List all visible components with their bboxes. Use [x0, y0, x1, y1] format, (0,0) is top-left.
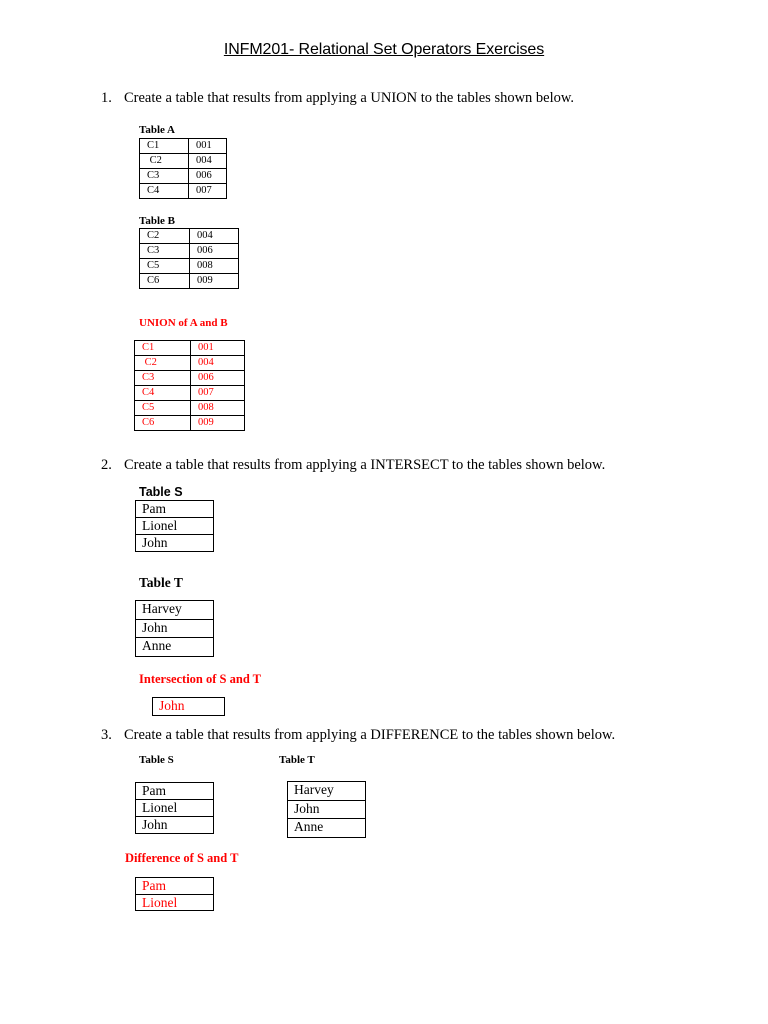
table-row [140, 184, 227, 199]
name-cell: Pam [136, 878, 214, 895]
table-row [288, 800, 366, 819]
table-a-label: Table A [139, 124, 175, 136]
value-cell: 009 [190, 274, 239, 289]
difference-answer-table [135, 877, 214, 911]
table-row [140, 229, 239, 244]
table-row [136, 878, 214, 895]
code-cell: C5 [135, 401, 191, 416]
intersection-answer-label: Intersection of S and T [139, 672, 262, 686]
value-cell: 006 [191, 371, 245, 386]
union-answer-table [134, 340, 245, 431]
name-cell: Lionel [136, 518, 214, 535]
name-cell: Harvey [288, 782, 366, 801]
value-cell: 007 [191, 386, 245, 401]
code-cell: C5 [140, 259, 190, 274]
table-row [135, 341, 245, 356]
table-t [287, 781, 366, 838]
name-cell: John [153, 698, 225, 716]
question-number: 3. [101, 727, 112, 743]
code-cell: C1 [140, 139, 189, 154]
table-s [135, 500, 214, 552]
difference-answer-label: Difference of S and T [125, 851, 239, 865]
table-row [140, 139, 227, 154]
name-cell: Lionel [136, 800, 214, 817]
table-row [136, 638, 214, 657]
value-cell: 006 [189, 169, 227, 184]
name-cell: Pam [136, 501, 214, 518]
table-row [136, 619, 214, 638]
value-cell: 001 [191, 341, 245, 356]
name-cell: Lionel [136, 894, 214, 911]
name-cell: John [136, 619, 214, 638]
value-cell: 004 [191, 356, 245, 371]
table-b [139, 228, 239, 289]
value-cell: 008 [191, 401, 245, 416]
table-a [139, 138, 227, 199]
name-cell: Harvey [136, 601, 214, 620]
code-cell: C4 [140, 184, 189, 199]
table-t [135, 600, 214, 657]
table-s-label: Table S [139, 754, 174, 766]
table-row [136, 535, 214, 552]
code-cell: C3 [140, 169, 189, 184]
page-title: INFM201- Relational Set Operators Exercises [223, 41, 545, 58]
question-text: Create a table that results from applying a DIFFERENCE to the tables shown below. [124, 727, 616, 743]
table-row [140, 154, 227, 169]
value-cell: 004 [189, 154, 227, 169]
code-cell: C3 [135, 371, 191, 386]
value-cell: 001 [189, 139, 227, 154]
table-row [135, 356, 245, 371]
table-row [135, 371, 245, 386]
intersection-answer-table [152, 697, 225, 716]
table-row [136, 894, 214, 911]
table-row [153, 698, 225, 716]
table-row [136, 783, 214, 800]
table-row [135, 386, 245, 401]
table-row [288, 782, 366, 801]
value-cell: 009 [191, 416, 245, 431]
table-row [135, 401, 245, 416]
name-cell: Anne [288, 819, 366, 838]
code-cell: C1 [135, 341, 191, 356]
question-number: 1. [101, 90, 112, 106]
table-row [136, 518, 214, 535]
code-cell: C4 [135, 386, 191, 401]
value-cell: 006 [190, 244, 239, 259]
table-row [140, 259, 239, 274]
table-row [140, 244, 239, 259]
name-cell: Pam [136, 783, 214, 800]
table-row [136, 501, 214, 518]
value-cell: 008 [190, 259, 239, 274]
table-row [136, 601, 214, 620]
union-answer-label: UNION of A and B [139, 317, 228, 329]
code-cell: C6 [135, 416, 191, 431]
table-row [140, 169, 227, 184]
code-cell: C2 [140, 154, 189, 169]
code-cell: C6 [140, 274, 190, 289]
table-s [135, 782, 214, 834]
code-cell: C2 [140, 229, 190, 244]
value-cell: 007 [189, 184, 227, 199]
question-number: 2. [101, 457, 112, 473]
name-cell: John [136, 535, 214, 552]
table-t-label: Table T [139, 575, 183, 590]
table-row [288, 819, 366, 838]
code-cell: C2 [135, 356, 191, 371]
code-cell: C3 [140, 244, 190, 259]
table-row [136, 800, 214, 817]
table-row [136, 817, 214, 834]
table-b-label: Table B [139, 215, 175, 227]
name-cell: Anne [136, 638, 214, 657]
question-text: Create a table that results from applying a INTERSECT to the tables shown below. [124, 457, 606, 473]
name-cell: John [288, 800, 366, 819]
table-row [135, 416, 245, 431]
value-cell: 004 [190, 229, 239, 244]
table-s-label: Table S [139, 485, 183, 499]
table-t-label: Table T [279, 754, 315, 766]
question-text: Create a table that results from applying a UNION to the tables shown below. [124, 90, 575, 106]
name-cell: John [136, 817, 214, 834]
table-row [140, 274, 239, 289]
